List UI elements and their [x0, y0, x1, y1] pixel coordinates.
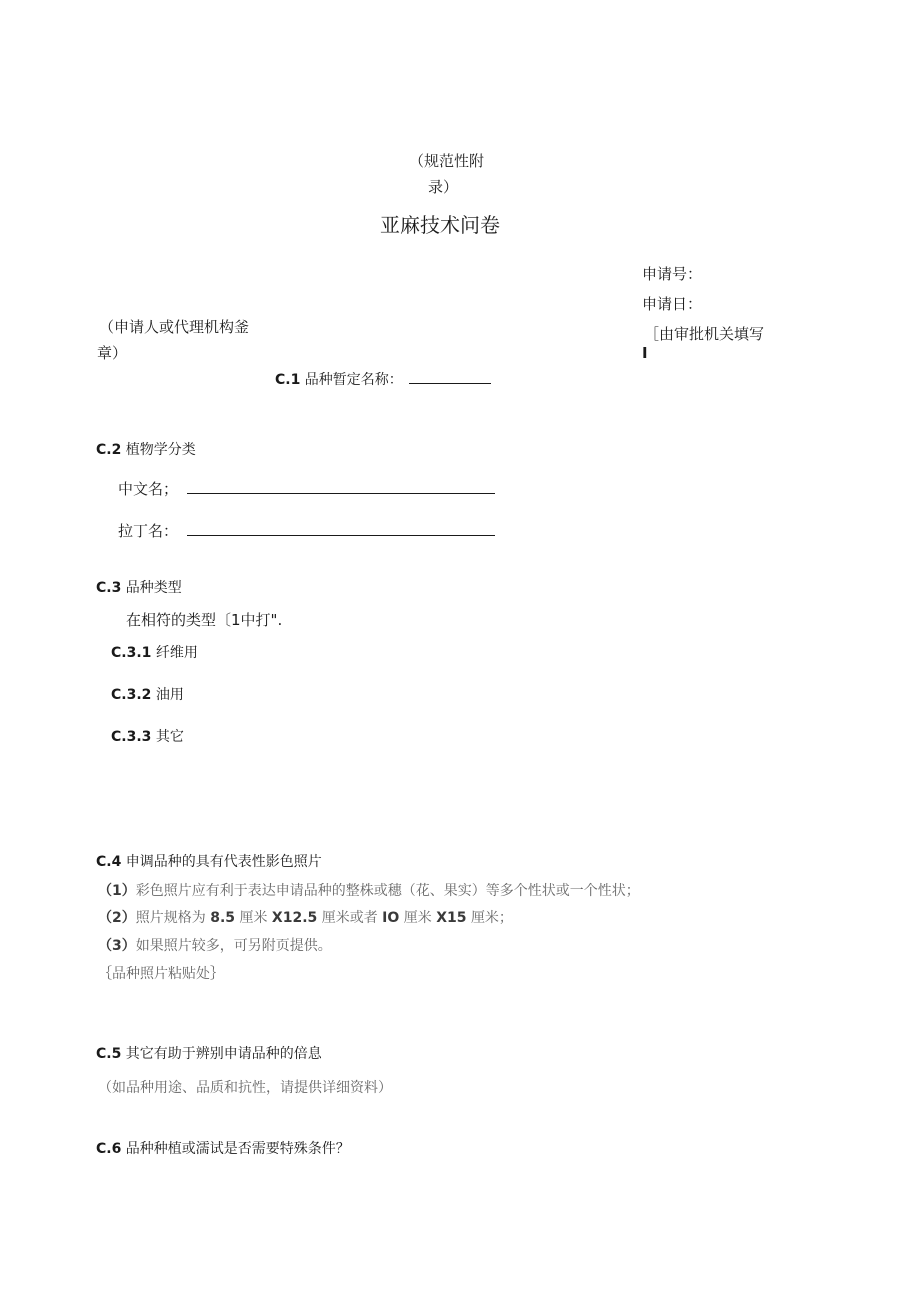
photo-requirement-2 [98, 908, 513, 928]
option-other-text: 其它 [155, 729, 184, 745]
section-c5-note: （如品种用途、品质和抗性，请提供详细资料） [98, 1080, 392, 1096]
section-c3-text: 品种类型 [125, 580, 182, 596]
seal-note-line1: （申请人或代理机构釜 [99, 318, 250, 336]
photo-requirement-2-text-g: 厘米 [403, 910, 432, 926]
option-fiber[interactable] [111, 643, 198, 663]
photo-requirement-3-num: （3） [98, 938, 136, 954]
option-oil-text: 油用 [155, 687, 184, 703]
photo-requirement-1 [98, 881, 640, 901]
variety-name-field[interactable] [409, 369, 491, 384]
section-c6-label: C.6 [96, 1141, 122, 1157]
photo-size-a-height: X12.5 [271, 910, 318, 926]
latin-name-row [118, 521, 495, 541]
photo-requirement-1-text: 彩色照片应有利于表达申请品种的整株或穗（花、果实）等多个性状或一个性状； [135, 883, 640, 899]
section-c4-text: 申调品种的具有代表性影色照片 [125, 854, 322, 870]
chinese-name-field[interactable] [187, 479, 495, 494]
photo-requirement-2-text-a: 照片规格为 [135, 910, 206, 926]
section-c6-text: 品种种植或濡试是否需要特殊条件？ [125, 1141, 350, 1157]
section-c5-heading [96, 1044, 322, 1064]
photo-size-a-width: 8.5 [210, 910, 236, 926]
option-oil[interactable] [111, 685, 184, 705]
page-title: 亚麻技术问卷 [380, 213, 500, 237]
section-c1-label: C.1 [275, 372, 301, 388]
chinese-name-row [118, 479, 495, 499]
photo-requirement-2-num: （2） [98, 910, 136, 926]
seal-note-line2: 章） [97, 344, 128, 362]
photo-requirement-2-text-i: 厘米； [470, 910, 513, 926]
photo-requirement-2-text-e: 厘米或者 [321, 910, 378, 926]
photo-size-b-width: IO [382, 910, 400, 926]
section-c3-heading [96, 578, 182, 598]
section-c5-text: 其它有助于辨别申请品种的倍息 [125, 1046, 322, 1062]
latin-name-field[interactable] [187, 521, 495, 536]
application-number-label: 申请号： [642, 265, 703, 283]
section-c2-text: 植物学分类 [125, 442, 196, 458]
section-c2-heading [96, 440, 196, 460]
section-c4-label: C.4 [96, 854, 122, 870]
photo-requirement-1-num: （1） [98, 883, 136, 899]
appendix-label-line1: （规范性附 [409, 152, 485, 170]
section-c3-label: C.3 [96, 580, 122, 596]
option-fiber-label: C.3.1 [111, 645, 152, 661]
section-c2-label: C.2 [96, 442, 122, 458]
latin-name-label: 拉丁名： [118, 522, 179, 540]
option-fiber-text: 纤维用 [155, 645, 198, 661]
section-c5-label: C.5 [96, 1046, 122, 1062]
office-note-line2: I [642, 344, 648, 362]
photo-requirement-3 [98, 936, 332, 956]
option-other-label: C.3.3 [111, 729, 152, 745]
section-c4-heading [96, 852, 322, 872]
application-date-label: 申请日： [642, 295, 703, 313]
section-c1 [275, 369, 491, 390]
section-c6-heading [96, 1139, 350, 1159]
section-c1-text: 品种暂定名称： [304, 372, 403, 388]
appendix-label-line2: 录） [428, 178, 459, 196]
option-other[interactable] [111, 727, 184, 747]
chinese-name-label: 中文名； [118, 480, 179, 498]
office-note-line1: ［由审批机关填写 [644, 325, 765, 343]
section-c3-instruction: 在相符的类型〔1中打". [126, 611, 283, 629]
photo-requirement-2-text-c: 厘米 [239, 910, 268, 926]
photo-size-b-height: X15 [436, 910, 467, 926]
photo-requirement-3-text: 如果照片较多，可另附页提供。 [135, 938, 332, 954]
option-oil-label: C.3.2 [111, 687, 152, 703]
photo-paste-area-label: ｛品种照片粘贴处｝ [98, 966, 224, 982]
